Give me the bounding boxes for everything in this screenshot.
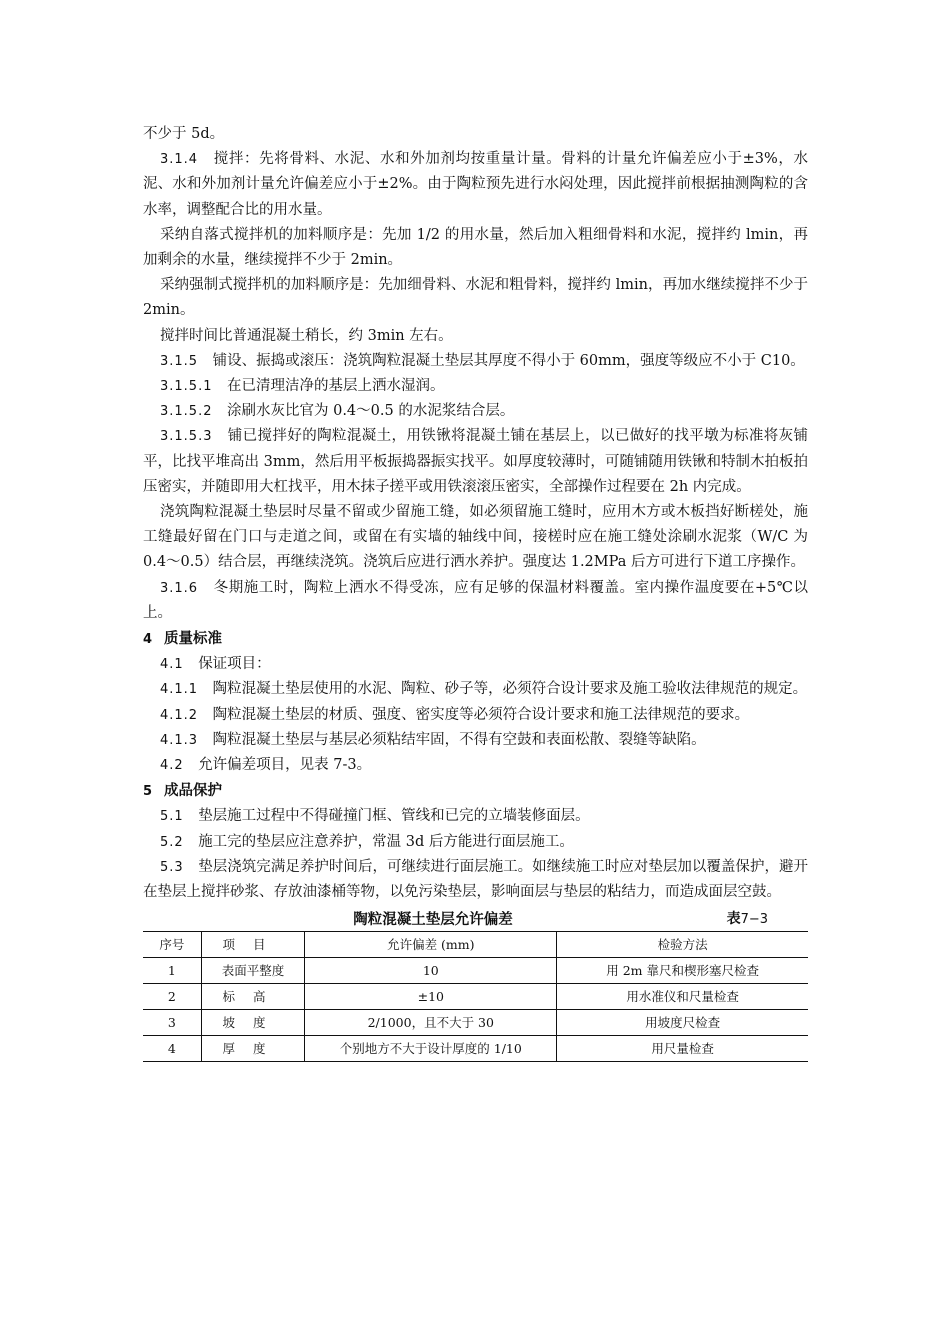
- clause-number: 4.1: [160, 657, 184, 673]
- clause-text: 垫层浇筑完满足养护时间后，可继续进行面层施工。如继续施工时应对垫层加以覆盖保护，避开在垫层上搅拌砂浆、存放油漆桶等物，以免污染垫层，影响面层与垫层的粘结力，而造成面层空鼓。: [143, 858, 809, 901]
- cell-seq: 3: [143, 1010, 201, 1036]
- header-tolerance: 允许偏差 (mm): [305, 932, 557, 958]
- clause-number: 3.1.5.2: [160, 404, 213, 420]
- paragraph-9: [143, 500, 808, 576]
- clause-text: 采纳强制式搅拌机的加料顺序是：先加细骨料、水泥和粗骨料，搅拌约 lmin，再加水继续搅拌不少于 2min。: [143, 277, 808, 319]
- clause-text: 垫层施工过程中不得碰撞门框、管线和已完的立墙装修面层。: [198, 808, 590, 825]
- table-number: 表7−3: [726, 911, 768, 928]
- paragraph-6: [143, 374, 808, 399]
- body-text: [143, 122, 808, 626]
- clause-text: 陶粒混凝土垫层的材质、强度、密实度等必须符合设计要求和施工法律规范的要求。: [212, 706, 750, 723]
- table-header-row: [143, 932, 808, 958]
- cell-tolerance: 个别地方不大于设计厚度的 1/10: [305, 1036, 557, 1062]
- cell-tolerance: 10: [305, 958, 557, 984]
- paragraph-10: [143, 576, 808, 626]
- clause-text: 铺已搅拌好的陶粒混凝土，用铁锹将混凝土铺在基层上，以已做好的找平墩为标准将灰铺平，比找平堆高出 3mm，然后用平板振捣器振实找平。如厚度较薄时，可随铺随用铁锹和特制木拍板拍压密实，并随即用大杠找平，用木抹子搓平或用铁滚滚压密实，全部操作过程要在 2h 内完成。: [143, 428, 809, 495]
- quality-item-0: [143, 652, 808, 677]
- clause-number: 4.1.3: [160, 732, 199, 748]
- clause-text: 陶粒混凝土垫层与基层必须粘结牢固，不得有空鼓和表面松散、裂缝等缺陷。: [212, 731, 706, 748]
- clause-number: 3.1.6: [160, 580, 199, 596]
- table-row: [143, 984, 808, 1010]
- clause-number: 5.3: [160, 859, 184, 875]
- cell-tolerance: 2/1000，且不大于 30: [305, 1010, 557, 1036]
- clause-number: 3.1.5.3: [160, 429, 213, 445]
- clause-text: 搅拌：先将骨料、水泥、水和外加剂均按重量计量。骨料的计量允许偏差应小于±3%，水泥、水和外加剂计量允许偏差应小于±2%。由于陶粒预先进行水闷处理，因此搅拌前根据抽测陶粒的含水率，调整配合比的用水量。: [143, 151, 808, 218]
- clause-text: 保证项目：: [198, 656, 271, 673]
- paragraph-2: [143, 223, 808, 273]
- paragraph-5: [143, 349, 808, 374]
- clause-text: 不少于 5d。: [143, 126, 225, 142]
- paragraph-1: [143, 147, 808, 223]
- header-method: 检验方法: [557, 932, 808, 958]
- cell-item: 标高: [201, 984, 305, 1010]
- cell-seq: 2: [143, 984, 201, 1010]
- cell-seq: 4: [143, 1036, 201, 1062]
- document-page: [143, 122, 808, 1062]
- protection-item-0: [143, 804, 808, 829]
- clause-number: 4.1.2: [160, 707, 199, 723]
- section-heading-5: 5 成品保护: [143, 782, 223, 800]
- cell-item: 坡度: [201, 1010, 305, 1036]
- table-title: 陶粒混凝土垫层允许偏差: [353, 911, 513, 929]
- clause-text: 冬期施工时，陶粒上洒水不得受冻，应有足够的保温材料覆盖。室内操作温度要在+5℃以上。: [143, 579, 809, 621]
- clause-text: 铺设、振捣或滚压：浇筑陶粒混凝土垫层其厚度不得小于 60mm，强度等级应不小于 C10。: [212, 352, 805, 369]
- clause-number: 3.1.5.1: [160, 379, 213, 395]
- cell-item: 厚度: [201, 1036, 305, 1062]
- section-heading-4: 4 质量标准: [143, 630, 223, 648]
- clause-text: 允许偏差项目，见表 7-3。: [198, 757, 372, 774]
- table-row: [143, 1036, 808, 1062]
- paragraph-3: [143, 273, 808, 323]
- cell-tolerance: ±10: [305, 984, 557, 1010]
- clause-number: 5.1: [160, 809, 184, 825]
- cell-method: 用坡度尺检查: [557, 1010, 808, 1036]
- protection-item-2: [143, 855, 808, 905]
- clause-number: 3.1.5: [160, 353, 199, 369]
- clause-text: 陶粒混凝土垫层使用的水泥、陶粒、砂子等，必须符合设计要求及施工验收法律规范的规定。: [212, 681, 808, 698]
- clause-text: 采纳自落式搅拌机的加料顺序是：先加 1/2 的用水量，然后加入粗细骨料和水泥，搅拌约 lmin，再加剩余的水量，继续搅拌不少于 2min。: [143, 226, 808, 269]
- section-4-items: [143, 652, 808, 778]
- protection-item-1: [143, 830, 808, 855]
- table-row: [143, 1010, 808, 1036]
- cell-seq: 1: [143, 958, 201, 984]
- quality-item-4: [143, 753, 808, 778]
- tolerance-table: [143, 931, 808, 1062]
- quality-item-1: [143, 677, 808, 702]
- cell-method: 用 2m 靠尺和楔形塞尺检查: [557, 958, 808, 984]
- clause-text: 在已清理洁净的基层上洒水湿润。: [226, 378, 445, 395]
- quality-item-3: [143, 728, 808, 753]
- paragraph-7: [143, 399, 808, 424]
- cell-method: 用水准仪和尺量检查: [557, 984, 808, 1010]
- clause-number: 3.1.4: [160, 152, 199, 168]
- header-seq: 序号: [143, 932, 201, 958]
- table-caption: [143, 907, 808, 931]
- clause-text: 涂刷水灰比官为 0.4～0.5 的水泥浆结合层。: [226, 403, 515, 420]
- cell-method: 用尺量检查: [557, 1036, 808, 1062]
- clause-number: 4.2: [160, 758, 184, 774]
- clause-text: 浇筑陶粒混凝土垫层时尽量不留或少留施工缝，如必须留施工缝时，应用木方或木板挡好断槎处，施工缝最好留在门口与走道之间，或留在有实墙的轴线中间，接槎时应在施工缝处涂刷水泥浆（W/C 为 0.4～0.5）结合层，再继续浇筑。浇筑后应进行洒水养护。强度达 1.2MPa 后方可进行下道工序操作。: [143, 504, 808, 571]
- paragraph-0: [143, 122, 808, 147]
- clause-text: 施工完的垫层应注意养护，常温 3d 后方能进行面层施工。: [198, 833, 574, 850]
- cell-item: 表面平整度: [201, 958, 305, 984]
- clause-text: 搅拌时间比普通混凝土稍长，约 3min 左右。: [160, 327, 453, 344]
- table-row: [143, 958, 808, 984]
- header-item: 项目: [201, 932, 305, 958]
- quality-item-2: [143, 703, 808, 728]
- paragraph-4: [143, 324, 808, 349]
- section-5-items: [143, 804, 808, 905]
- clause-number: 4.1.1: [160, 682, 199, 698]
- paragraph-8: [143, 424, 808, 500]
- clause-number: 5.2: [160, 834, 184, 850]
